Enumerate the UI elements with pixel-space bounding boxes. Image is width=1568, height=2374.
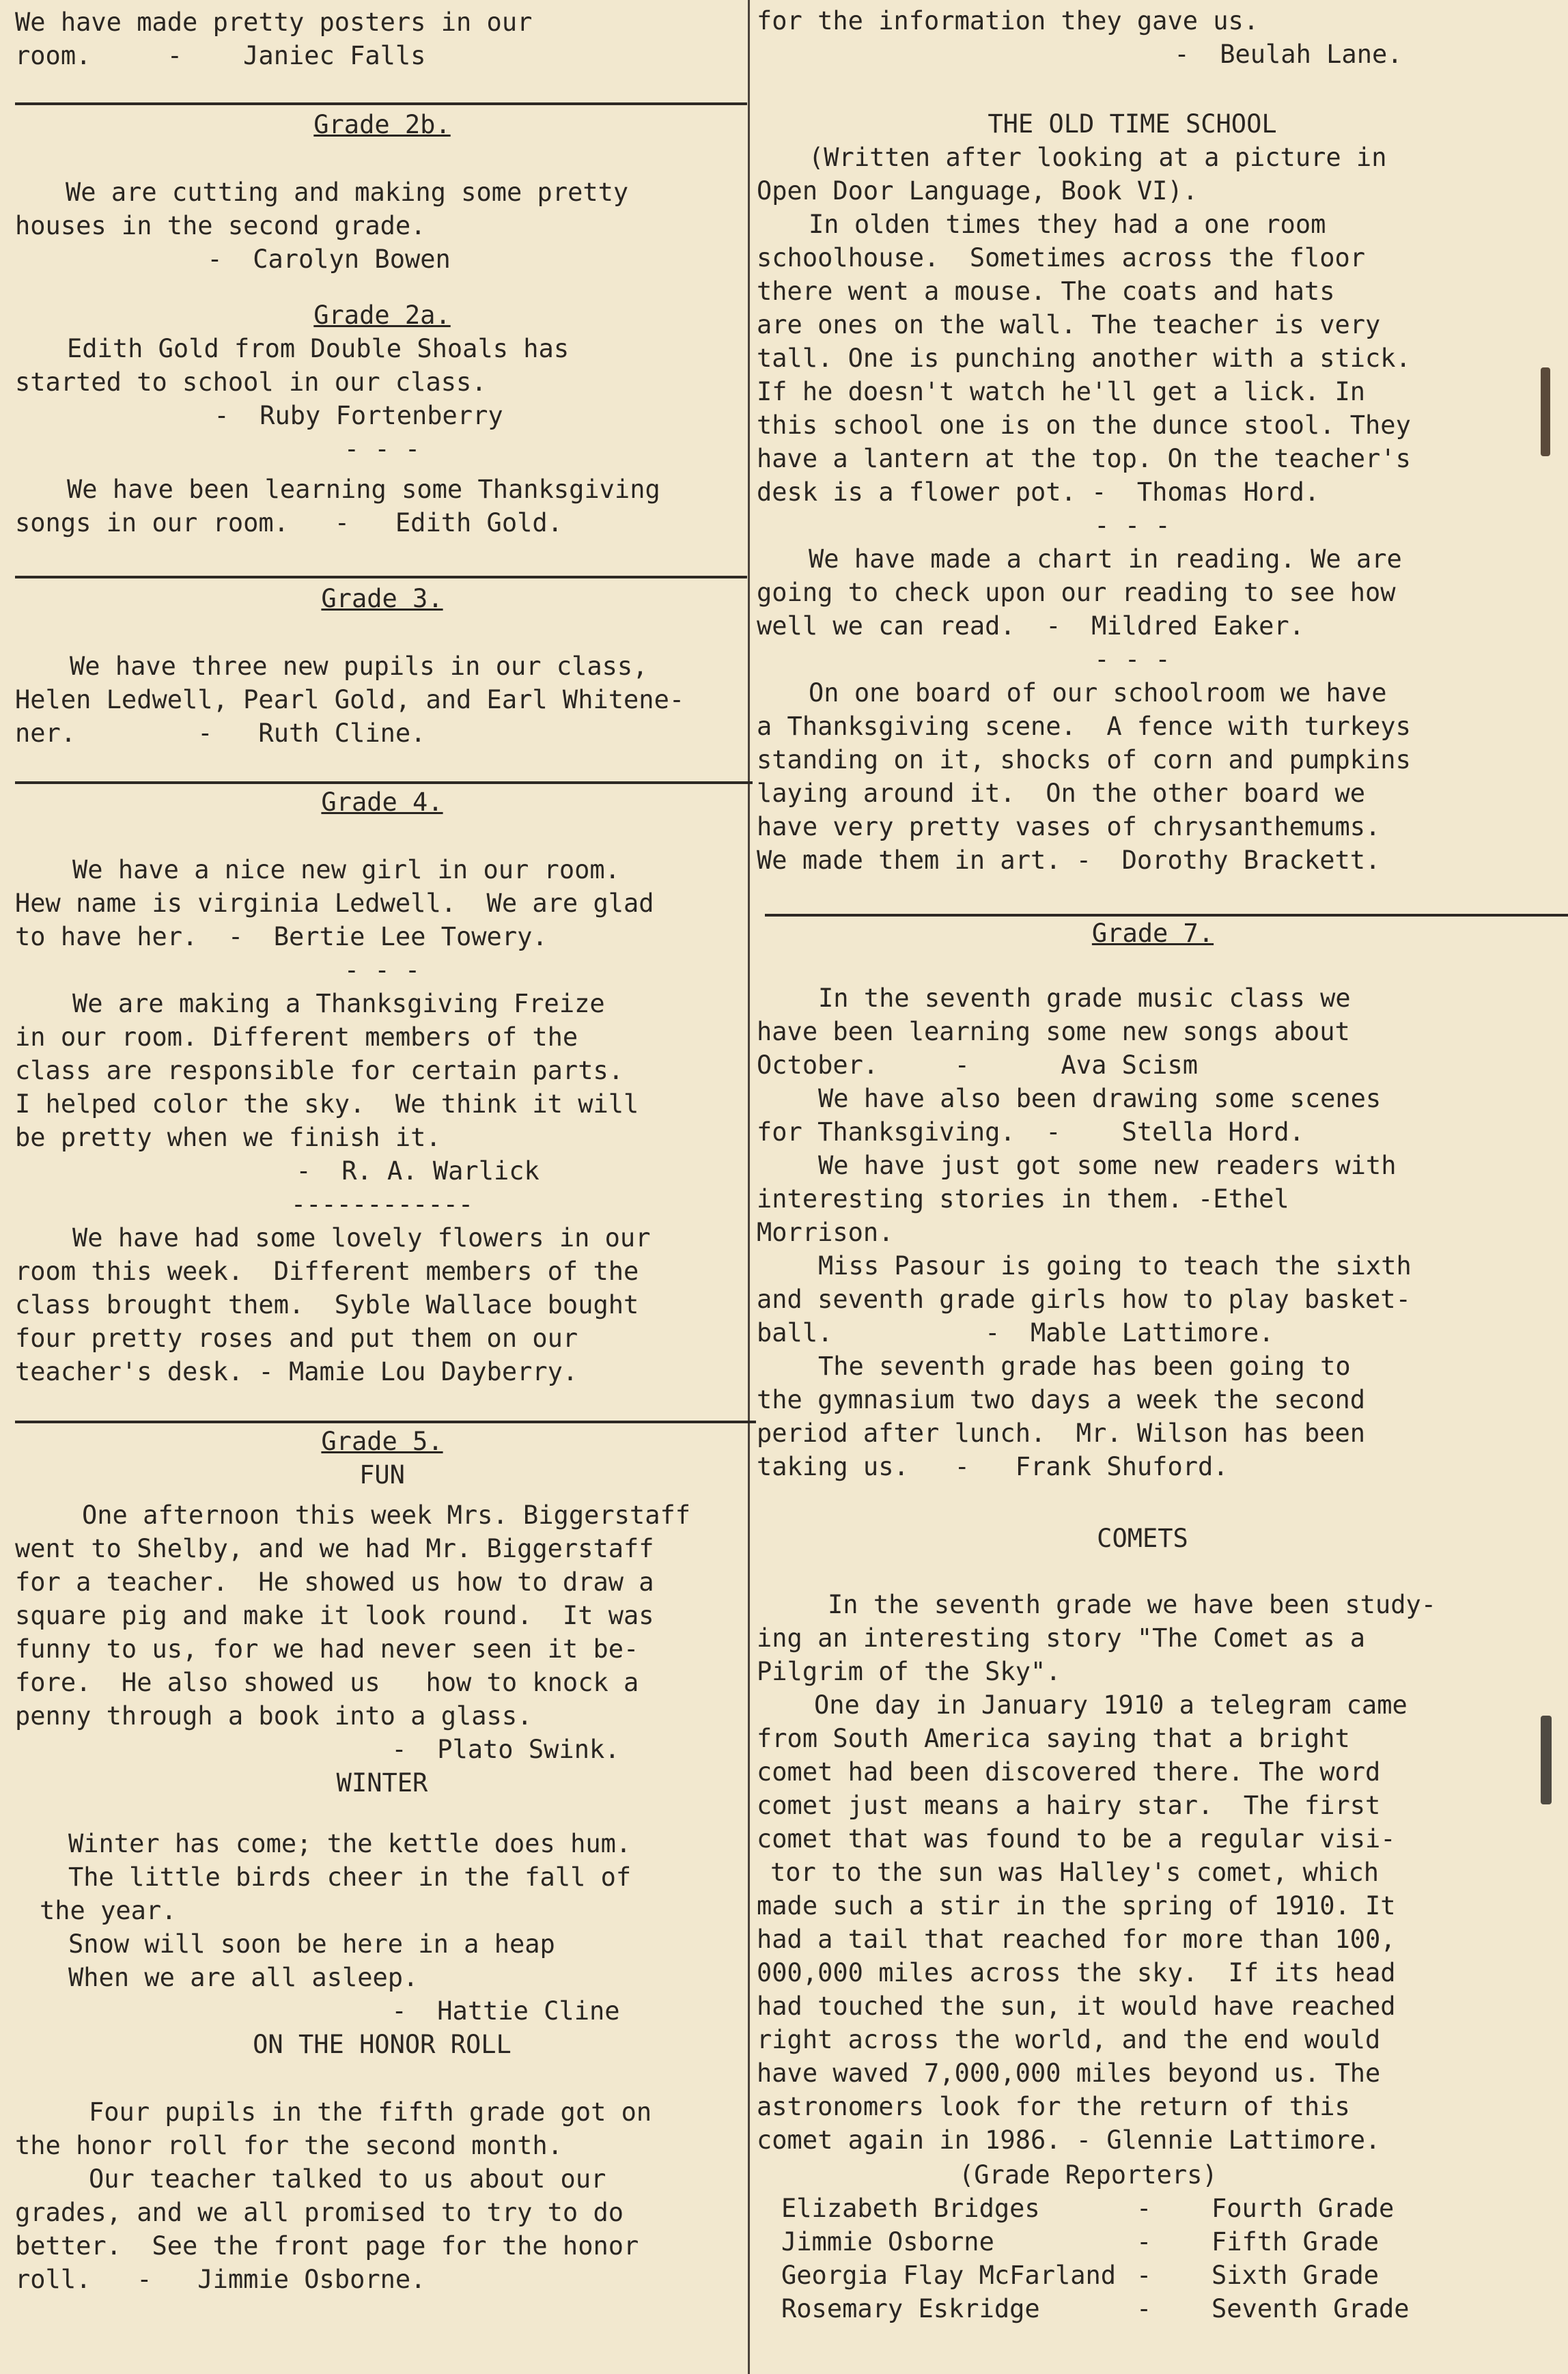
reporter-row [781, 2225, 1505, 2259]
text-line: - Plato Swink. [316, 1735, 620, 1764]
text-line: On one board of our schoolroom we have [809, 678, 1387, 708]
section-rule [15, 1421, 756, 1423]
reporter-dash: - [1136, 2194, 1152, 2223]
reporter-grade: Seventh Grade [1212, 2294, 1410, 2323]
old-time-school-section [757, 107, 1508, 877]
reporter-grade: Fourth Grade [1212, 2194, 1395, 2223]
poem-line: Snow will soon be here in a heap [68, 1929, 555, 1959]
text-line: - Ruby Fortenberry [138, 401, 503, 430]
text-line: Hew name is virginia Ledwell. We are glad [15, 889, 654, 918]
text-line: The seventh grade has been going to [818, 1352, 1351, 1381]
text-line: have been learning some new songs about [757, 1017, 1350, 1046]
staple-mark [1541, 367, 1550, 456]
section-heading: Grade 5. [321, 1427, 443, 1456]
reporter-dash: - [1136, 2261, 1152, 2290]
text-line: (Written after looking at a picture in [809, 143, 1387, 172]
text-line: songs in our room. - Edith Gold. [15, 508, 563, 537]
text-line: going to check upon our reading to see how [757, 578, 1396, 607]
reporter-grade: Fifth Grade [1212, 2227, 1380, 2257]
grade-2a-section [15, 298, 749, 540]
article-title: WINTER [336, 1768, 428, 1798]
text-line: teacher's desk. - Mamie Lou Dayberry. [15, 1357, 578, 1386]
text-line: Pilgrim of the Sky". [757, 1657, 1061, 1686]
text-line: ball. - Mable Lattimore. [757, 1318, 1274, 1347]
text-line: In the seventh grade we have been study- [828, 1590, 1437, 1619]
text-line: had a tail that reached for more than 100, [757, 1925, 1396, 1954]
reporters-title: (Grade Reporters) [959, 2160, 1218, 2190]
text-line: If he doesn't watch he'll get a lick. In [757, 377, 1366, 406]
poem-line: the year. [40, 1896, 177, 1925]
section-heading: Grade 2a. [313, 301, 451, 330]
text-line: - Carolyn Bowen [131, 245, 451, 274]
text-line: there went a mouse. The coats and hats [757, 277, 1335, 306]
reporter-name: Rosemary Eskridge [781, 2294, 1040, 2323]
text-line: Morrison. [757, 1218, 894, 1247]
text-line: had touched the sun, it would have reached [757, 1992, 1396, 2021]
text-line: to have her. - Bertie Lee Towery. [15, 922, 548, 951]
text-line: Edith Gold from Double Shoals has [67, 334, 570, 363]
reporter-grade: Sixth Grade [1212, 2261, 1380, 2290]
text-line: We have just got some new readers with [818, 1151, 1397, 1180]
reporter-row [781, 2259, 1505, 2292]
text-line: Open Door Language, Book VI). [757, 176, 1199, 206]
grade-2b-section [15, 108, 749, 276]
text-line: In the seventh grade music class we [818, 983, 1351, 1013]
text-line: funny to us, for we had never seen it be- [15, 1634, 639, 1664]
text-line: room. - Janiec Falls [15, 41, 426, 70]
text-line: have waved 7,000,000 miles beyond us. The [757, 2058, 1381, 2088]
text-line: have very pretty vases of chrysanthemums. [757, 812, 1381, 841]
text-line: have a lantern at the top. On the teacher's [757, 444, 1411, 473]
text-line: schoolhouse. Sometimes across the floor [757, 243, 1366, 273]
poem-line: - Hattie Cline [316, 1996, 620, 2026]
text-line: interesting stories in them. -Ethel [757, 1184, 1289, 1214]
section-rule [15, 781, 753, 784]
text-line: We are cutting and making some pretty [66, 178, 629, 207]
text-line: the honor roll for the second month. [15, 2131, 563, 2160]
text-line: Helen Ledwell, Pearl Gold, and Earl Whitene- [15, 685, 685, 714]
comets-section [757, 1522, 1508, 2157]
staple-mark [1541, 1716, 1552, 1804]
text-line: comet again in 1986. - Glennie Lattimore. [757, 2125, 1381, 2155]
separator: - - - [344, 955, 421, 985]
separator: - - - [344, 434, 421, 464]
section-rule [15, 102, 747, 105]
text-line: are ones on the wall. The teacher is very [757, 310, 1381, 339]
intro-left [15, 5, 532, 72]
text-line: better. See the front page for the honor [15, 2231, 639, 2261]
text-line: We have a nice new girl in our room. [72, 855, 620, 884]
article-title: COMETS [1097, 1524, 1188, 1553]
section-heading: Grade 7. [1091, 919, 1214, 948]
text-line: We have also been drawing some scenes [818, 1084, 1382, 1113]
text-line: I helped color the sky. We think it will [15, 1089, 639, 1119]
section-heading: Grade 2b. [313, 110, 451, 139]
text-line: ner. - Ruth Cline. [15, 718, 426, 748]
text-line: the gymnasium two days a week the second [757, 1385, 1366, 1414]
text-line: class brought them. Syble Wallace bought [15, 1290, 639, 1319]
text-line: square pig and make it look round. It was [15, 1601, 654, 1630]
article-title: THE OLD TIME SCHOOL [988, 109, 1277, 139]
reporter-name: Elizabeth Bridges [781, 2194, 1040, 2223]
text-line: October. - Ava Scism [757, 1050, 1199, 1080]
text-line: and seventh grade girls how to play basket- [757, 1285, 1411, 1314]
text-line: penny through a book into a glass. [15, 1701, 533, 1731]
text-line: in our room. Different members of the [15, 1022, 578, 1052]
text-line: period after lunch. Mr. Wilson has been [757, 1419, 1366, 1448]
text-line: be pretty when we finish it. [15, 1123, 441, 1152]
article-title: FUN [359, 1460, 405, 1490]
divider: ------------ [290, 1190, 474, 1219]
reporter-dash: - [1136, 2227, 1152, 2257]
poem-line: When we are all asleep. [68, 1963, 419, 1992]
text-line: for Thanksgiving. - Stella Hord. [757, 1117, 1304, 1147]
text-line: astronomers look for the return of this [757, 2092, 1350, 2121]
text-line: - Beulah Lane. [1098, 40, 1403, 69]
text-line: desk is a flower pot. - Thomas Hord. [757, 477, 1320, 507]
text-line: We have made a chart in reading. We are [809, 544, 1402, 574]
text-line: houses in the second grade. [15, 211, 426, 240]
reporter-name: Jimmie Osborne [781, 2227, 994, 2257]
text-line: comet that was found to be a regular visi- [757, 1824, 1396, 1854]
text-line: We have three new pupils in our class, [70, 652, 648, 681]
grade-7-section [757, 917, 1508, 1483]
text-line: We have been learning some Thanksgiving [67, 475, 660, 504]
section-rule [15, 576, 747, 578]
text-line: right across the world, and the end would [757, 2025, 1381, 2054]
text-line: this school one is on the dunce stool. They [757, 410, 1411, 440]
poem-line: Winter has come; the kettle does hum. [68, 1829, 632, 1858]
article-title: ON THE HONOR ROLL [253, 2030, 512, 2059]
text-line: Our teacher talked to us about our [89, 2164, 606, 2194]
text-line: standing on it, shocks of corn and pumpkins [757, 745, 1411, 774]
text-line: roll. - Jimmie Osborne. [15, 2265, 426, 2294]
text-line: Four pupils in the fifth grade got on [89, 2097, 652, 2127]
text-line: Miss Pasour is going to teach the sixth [818, 1251, 1412, 1281]
text-line: In olden times they had a one room [809, 210, 1326, 239]
text-line: tor to the sun was Halley's comet, which [770, 1858, 1380, 1887]
text-line: 000,000 miles across the sky. If its head [757, 1958, 1396, 1987]
text-line: room this week. Different members of the [15, 1257, 639, 1286]
reporter-row [781, 2192, 1505, 2225]
text-line: went to Shelby, and we had Mr. Biggerstaff [15, 1534, 654, 1563]
text-line: well we can read. - Mildred Eaker. [757, 611, 1304, 641]
text-line: We have had some lovely flowers in our [72, 1223, 651, 1253]
grade-reporters [781, 2158, 1505, 2326]
text-line: fore. He also showed us how to knock a [15, 1668, 639, 1697]
text-line: One afternoon this week Mrs. Biggerstaff [82, 1500, 691, 1530]
text-line: from South America saying that a bright [757, 1724, 1350, 1753]
separator: - - - [1094, 511, 1171, 540]
reporter-row [781, 2292, 1505, 2326]
text-line: ing an interesting story "The Comet as a [757, 1623, 1366, 1653]
text-line: class are responsible for certain parts. [15, 1056, 624, 1085]
text-line: One day in January 1910 a telegram came [814, 1690, 1408, 1720]
text-line: for a teacher. He showed us how to draw a [15, 1567, 654, 1597]
text-line: a Thanksgiving scene. A fence with turkeys [757, 712, 1411, 741]
text-line: We are making a Thanksgiving Freize [72, 989, 605, 1018]
reporter-name: Georgia Flay McFarland [781, 2261, 1117, 2290]
section-heading: Grade 4. [321, 787, 443, 817]
poem-line: The little birds cheer in the fall of [68, 1862, 632, 1892]
text-line: comet had been discovered there. The word [757, 1757, 1381, 1787]
text-line: four pretty roses and put them on our [15, 1324, 578, 1353]
text-line: started to school in our class. [15, 367, 487, 397]
text-line: grades, and we all promised to try to do [15, 2198, 624, 2227]
separator: - - - [1094, 645, 1171, 674]
grade-4-section [15, 785, 749, 1388]
grade-3-section [15, 582, 749, 750]
reporter-dash: - [1136, 2294, 1152, 2323]
text-line: taking us. - Frank Shuford. [757, 1452, 1229, 1481]
text-line: tall. One is punching another with a stick. [757, 344, 1411, 373]
intro-right [757, 4, 1403, 71]
text-line: comet just means a hairy star. The first [757, 1791, 1381, 1820]
text-line: made such a stir in the spring of 1910. It [757, 1891, 1396, 1921]
text-line: We made them in art. - Dorothy Brackett. [757, 846, 1381, 875]
text-line: - R. A. Warlick [220, 1156, 540, 1186]
section-heading: Grade 3. [321, 584, 443, 613]
text-line: laying around it. On the other board we [757, 779, 1366, 808]
grade-5-section [15, 1425, 749, 2296]
text-line: We have made pretty posters in our [15, 8, 533, 37]
text-line: for the information they gave us. [757, 6, 1259, 36]
